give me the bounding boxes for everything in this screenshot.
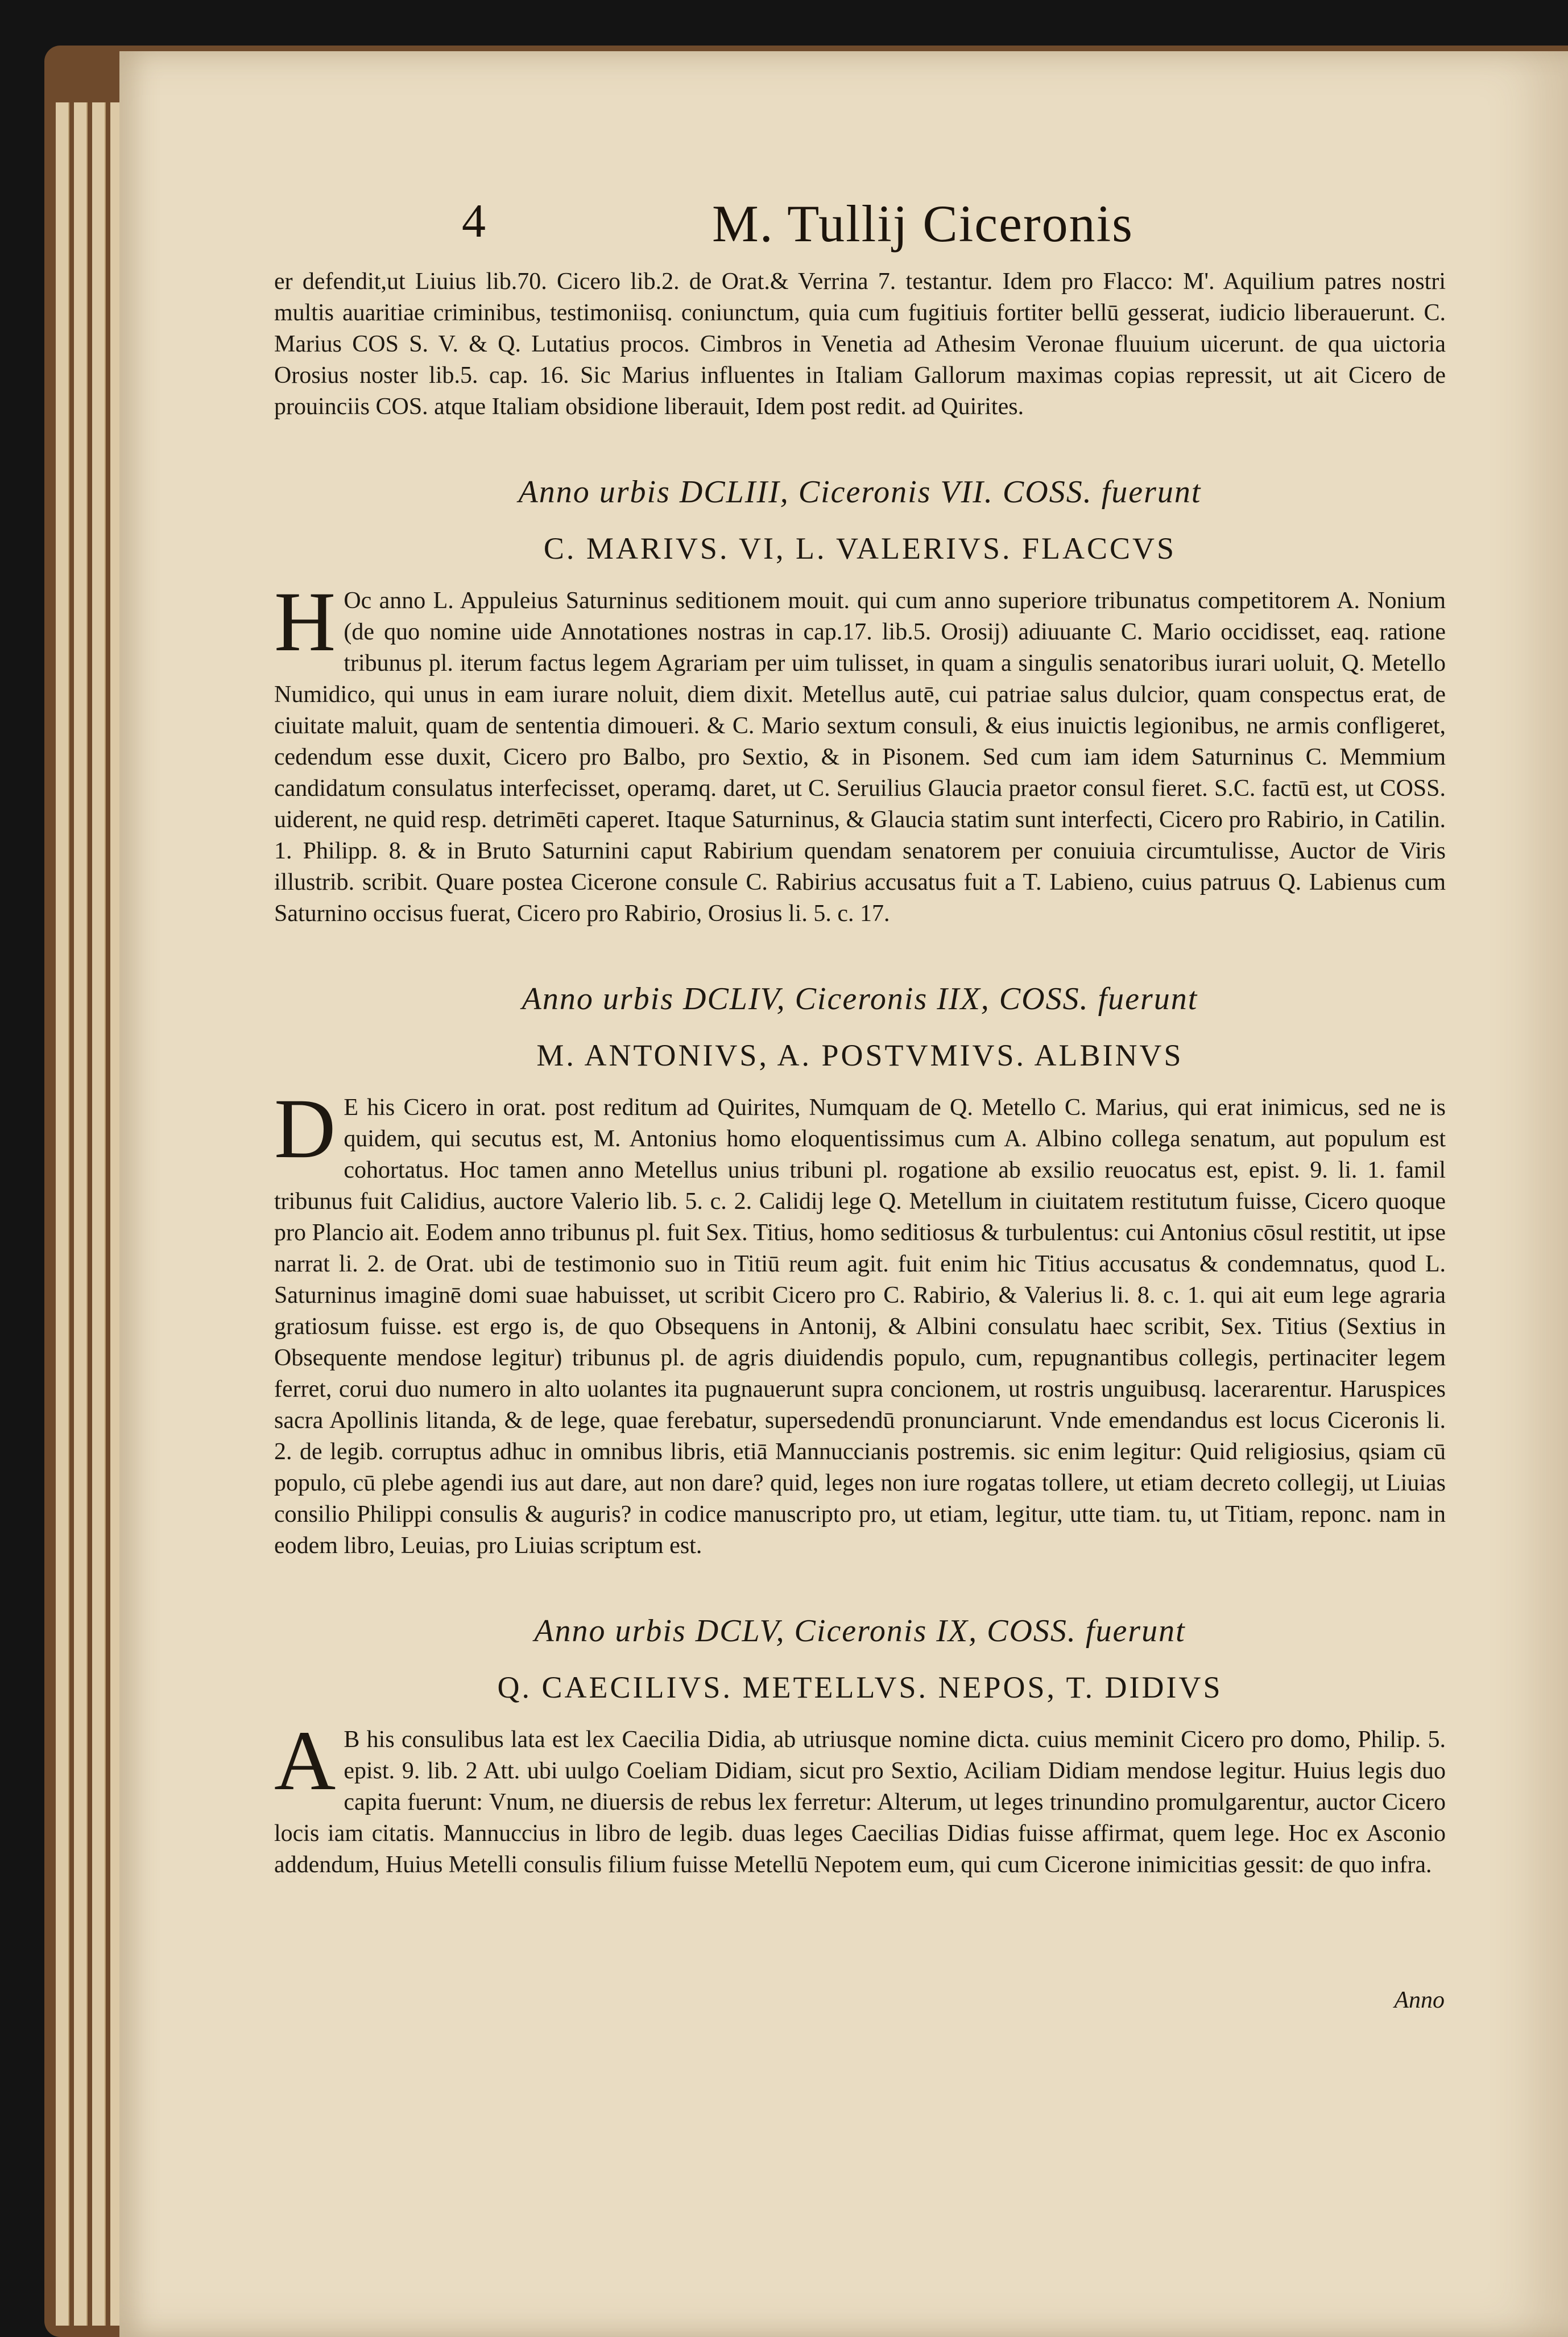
- drop-cap: H: [274, 575, 336, 669]
- drop-cap: D: [274, 1081, 336, 1176]
- section-paragraph: [274, 1713, 1446, 1881]
- section-653: [274, 474, 1446, 930]
- section-paragraph: [274, 1081, 1446, 1562]
- page-edge: [92, 102, 106, 2326]
- running-title: M. Tullij Ciceronis: [712, 195, 1133, 253]
- page-edge: [74, 102, 88, 2326]
- drop-cap: A: [274, 1713, 336, 1808]
- year-heading: Anno urbis DCLIII, Ciceronis VII. COSS. fuerunt: [518, 474, 1202, 510]
- text-block: [274, 182, 1446, 1881]
- year-heading: Anno urbis DCLIV, Ciceronis IIX, COSS. fuerunt: [522, 981, 1198, 1017]
- section-text: Oc anno L. Appuleius Saturninus seditionem mouit. qui cum anno superiore tribunatus competitorem A. Nonium (de quo nomine uide Annotationes nostras in cap.17. lib.5. Orosij) adiuuante C. Mario occidisset, eaq. ratione tribunus pl. iterum factus legem Agrariam per uim tulisset, in quam a singulis senatoribus iurari uoluit, Q. Metello Numidico, qui unus in eam iurare noluit, diem dixit. Metellus autē, cui patriae salus dulcior, quam conspectus erat, de ciuitate maluit, quam de sententia dimoueri. & C. Mario sextum consuli, & eius inuictis legionibus, ne armis confligeret, cedendum esse duxit, Cicero pro Balbo, pro Sextio, & in Pisonem. Sed cum iam idem Saturninus C. Memmium candidatum consulatus interfecisset, operamq. daret, ut C. Seruilius Glaucia praetor consul fieret. S.C. factū est, ut COSS. uiderent, ne quid resp. detrimēti caperet. Itaque Saturninus, & Glaucia statim sunt interfecti, Cicero pro Rabirio, in Catilin. 1. Philipp. 8. & in Bruto Saturnini caput Rabirium quendam senatorem per conuiuia circumtulisse, Auctor de Viris illustrib. scribit. Quare postea Cicerone consule C. Rabirius accusatus fuit a T. Labieno, cuius patruus Q. Labienus cum Saturnino occisus fuerat, Cicero pro Rabirio, Orosius li. 5. c. 17.: [274, 588, 1446, 927]
- catchword-area: [1308, 1968, 1479, 2014]
- catchword: Anno: [1394, 1987, 1445, 2013]
- section-text: B his consulibus lata est lex Caecilia Didia, ab utriusque nomine dicta. cuius meminit Cicero pro domo, Philip. 5. epist. 9. lib. 2 Att. ubi uulgo Coeliam Didiam, sicut pro Sextio, Aciliam Didiam mendose legitur. Huius legis duo capita fuerunt: Vnum, ne diuersis de rebus lex ferretur: Alterum, ut leges trinundino promulgarentur, auctor Cicero locis iam citatis. Mannuccius in libro de legib. duas leges Caecilias Didias fuisse affirmat, quem lege. Hoc ex Asconio addendum, Huius Metelli consulis filium fuisse Metellū Nepotem eum, qui cum Cicerone inimicitias gessit: de quo infra.: [274, 1727, 1446, 1878]
- page-number: 4: [462, 195, 486, 247]
- consuls-heading: Q. CAECILIVS. METELLVS. NEPOS, T. DIDIVS: [497, 1670, 1223, 1704]
- section-text: E his Cicero in orat. post reditum ad Quirites, Numquam de Q. Metello C. Marius, qui erat inimicus, sed ne is quidem, qui secutus est, M. Antonius homo eloquentissimus cum A. Albino collega senatum, aut populum est cohortatus. Hoc tamen anno Metellus unius tribuni pl. rogatione ab exsilio reuocatus est, epist. 9. li. 1. famil tribunus fuit Calidius, auctore Valerio lib. 5. c. 2. Calidij lege Q. Metellum in ciuitatem restitutum fuisse, Cicero quoque pro Plancio ait. Eodem anno tribunus pl. fuit Sex. Titius, homo seditiosus & turbulentus: cui Antonius cōsul restitit, ut ipse narrat li. 2. de Orat. ubi de testimonio suo in Titiū reum agit. fuit enim hic Titius accusatus & condemnatus, quod L. Saturninus imaginē domi suae habuisset, ut scribit Cicero pro C. Rabirio, & Valerius li. 8. c. 1. qui ait eum lege agraria gratiosum fuisse. est ergo is, de quo Obsequens in Antonij, & Albini consulatu haec scribit, Sex. Titius (Sextius in Obsequente mendose legitur) tribunus pl. de agris diuidendis populo, cum, repugnantibus collegis, pertinaciter legem ferret, corui duo numero in alto uolantes ita pugnauerunt supra concionem, ut rostris unguibusq. lacerarentur. Haruspices sacra Apollinis litanda, & de lege, quae ferebatur, supersedendū pronunciarunt. Vnde emendandus est locus Ciceronis li. 2. de legib. corruptus adhuc in omnibus libris, etiā Mannuccianis postremis. sic enim legitur: Quid religiosius, qsiam cū populo, cū plebe agendi ius aut dare, aut non dare? quid, leges non iure rogatas tollere, ut etiam decreto collegij, ut Liuias consilio Philippi consulis & auguris? in codice manuscripto pro, ut etiam, legitur, utte tiam. tu, ut Titiam, reponc. nam in eodem libro, Leuias, pro Liuias scriptum est.: [274, 1095, 1446, 1559]
- year-heading: Anno urbis DCLV, Ciceronis IX, COSS. fuerunt: [534, 1613, 1186, 1649]
- consuls-heading: C. MARIVS. VI, L. VALERIVS. FLACCVS: [543, 531, 1177, 565]
- consuls-heading: M. ANTONIVS, A. POSTVMIVS. ALBINVS: [536, 1038, 1184, 1072]
- section-paragraph: [274, 575, 1446, 930]
- page-header: [274, 182, 1446, 262]
- section-655: [274, 1613, 1446, 1881]
- section-654: [274, 981, 1446, 1562]
- intro-paragraph: er defendit,ut Liuius lib.70. Cicero lib.2. de Orat.& Verrina 7. testantur. Idem pro Flacco: M'. Aquilium patres nostri multis auaritiae criminibus, testimoniisq. coniunctum, quia cum fugitiuis fortiter bellū gesserat, iudicio liberauerunt. C. Marius COS S. V. & Q. Lutatius procos. Cimbros in Venetia ad Athesim Veronae fluuium uicerunt. de qua uictoria Orosius noster lib.5. cap. 16. Sic Marius influentes in Italiam Gallorum maximas copias repressit, ut ait Cicero de prouinciis COS. atque Italiam obsidione liberauit, Idem post redit. ad Quirites.: [274, 269, 1446, 420]
- page-edge: [56, 102, 69, 2326]
